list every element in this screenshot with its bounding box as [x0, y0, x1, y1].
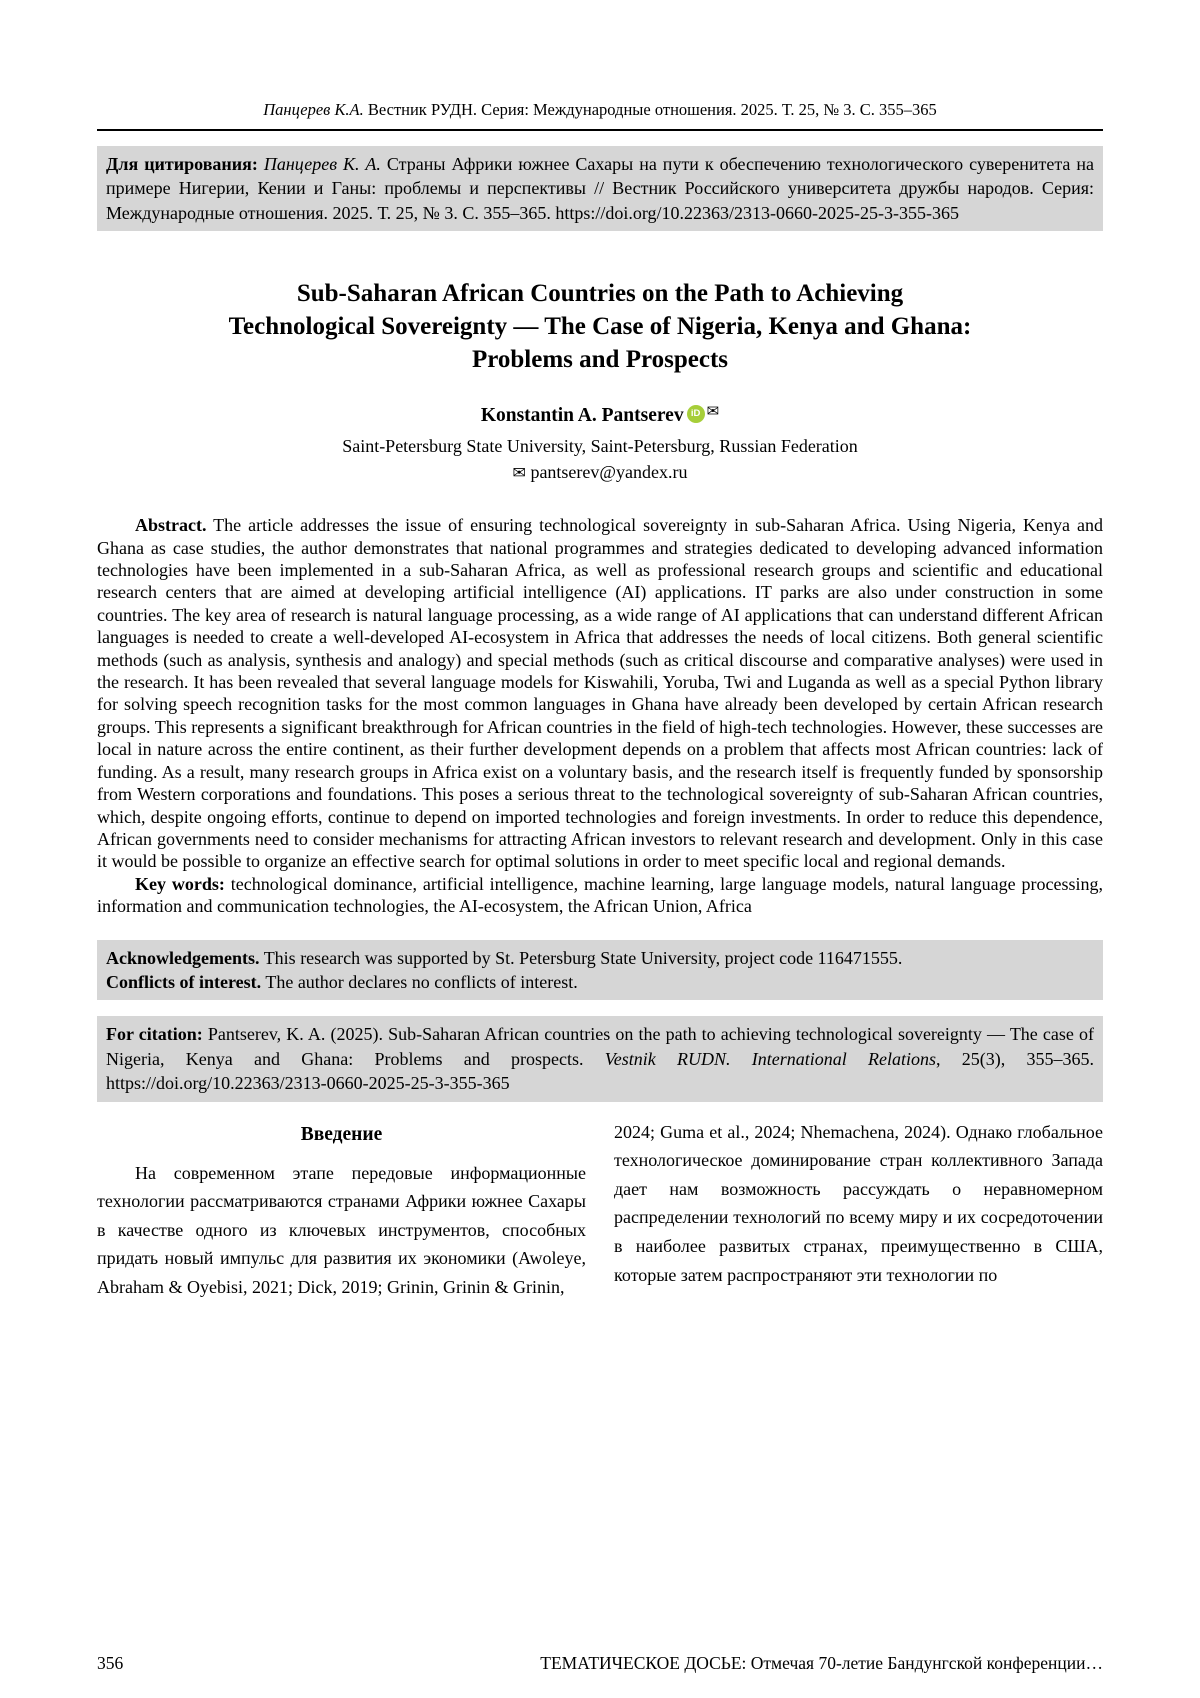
abstract-text: The article addresses the issue of ensuring technological sovereignty in sub-Saharan Africa. Using Nigeria, Kenya and Ghana as case studies, the author demonstrates that national programmes and strategies dedicated to developing advanced information technologies have been implemented in a sub-Saharan Africa, as well as professional research groups and scientific and educational research centers that are aimed at developing artificial intelligence (AI) applications. IT parks are also under construction in some countries. The key area of research is natural language processing, as a wide range of AI applications that can understand different African languages is needed to create a well-developed AI-ecosystem in Africa that addresses the needs of local citizens. Both general scientific methods (such as analysis, synthesis and analogy) and special methods (such as critical discourse and comparative analyses) were used in the research. It has been revealed that several language models for Kiswahili, Yoruba, Twi and Luganda as well as a special Python library for solving speech recognition tasks for the most common languages in Ghana have already been developed by certain African research groups. This represents a significant breakthrough for African countries in the field of high-tech technologies. However, these successes are local in nature across the entire continent, as their further development depends on a problem that affects most African countries: lack of funding. As a result, many research groups in Africa exist on a voluntary basis, and the research itself is frequently funded by sponsorship from Western corporations and foundations. This poses a serious threat to the technological sovereignty of sub-Saharan African countries, which, despite ongoing efforts, continue to depend on imported technologies and foreign investments. In order to reduce this dependence, African governments need to consider mechanisms for attracting African investors to relevant research and development. Only in this case it would be possible to organize an effective search for optimal solutions in order to meet specific local and regional demands.: [97, 515, 1103, 872]
citation-ru-block: [97, 146, 1103, 231]
left-column: [97, 1118, 586, 1302]
keywords-text: technological dominance, artificial intelligence, machine learning, large language models, natural language processing, information and communication technologies, the AI-ecosystem, the African Union, Africa: [97, 873, 1103, 917]
acknowledgements-label: Acknowledgements.: [106, 947, 260, 968]
citation-en-label: For citation:: [106, 1024, 203, 1045]
footer-dossier-title: ТЕМАТИЧЕСКОЕ ДОСЬЕ: Отмечая 70-летие Бандунгской конференции…: [540, 1653, 1103, 1673]
running-head: [97, 100, 1103, 131]
page-number: 356: [97, 1653, 124, 1673]
acknowledgements-block: [97, 940, 1103, 1001]
running-head-author: Панцерев К.А.: [263, 100, 364, 119]
article-title-line3: Problems and Prospects: [471, 346, 729, 374]
citation-ru-paragraph: [106, 152, 1094, 225]
citation-ru-text: Страны Африки южнее Сахары на пути к обеспечению технологического суверенитета на примере Нигерии, Кении и Ганы: проблемы и перспективы // Вестник Российского университета дружбы народов. Серия: Международные отношения. 2025. Т. 25, № 3. С. 355–365. https://doi.org/10.22363/2313-0660-2025-25-3-355-365: [106, 154, 1095, 223]
page-footer: [97, 1653, 1103, 1674]
author-name: Konstantin A. Pantserev: [480, 405, 684, 427]
author-line: [97, 402, 1103, 427]
conflicts-label: Conflicts of interest.: [106, 971, 262, 992]
keywords-label: Key words:: [135, 873, 225, 894]
envelope-small-icon: ✉: [512, 465, 526, 483]
introduction-section: [97, 1118, 1103, 1302]
citation-ru-label: Для цитирования:: [106, 154, 258, 174]
running-head-journal: Вестник РУДН. Серия: Международные отношения. 2025. Т. 25, № 3. С. 355–365: [367, 100, 937, 119]
envelope-icon[interactable]: ✉: [706, 404, 720, 421]
abstract-paragraph: [97, 514, 1103, 873]
right-column: [614, 1118, 1103, 1302]
citation-en-block: [97, 1016, 1103, 1101]
article-title: [97, 277, 1103, 376]
conflicts-text: The author declares no conflicts of interest.: [265, 971, 578, 992]
article-title-line2: Technological Sovereignty — The Case of Nigeria, Kenya and Ghana:: [228, 313, 972, 341]
intro-paragraph-right: 2024; Guma et al., 2024; Nhemachena, 2024). Однако глобальное технологическое доминирование стран коллективного Запада дает нам возможность рассуждать о неравномерном распределении технологий по всему миру и их сосредоточении в наиболее развитых странах, преимущественно в США, которые затем распространяют эти технологии по: [614, 1121, 1103, 1285]
author-email: pantserev@yandex.ru: [530, 462, 688, 483]
abstract-label: Abstract.: [135, 515, 207, 536]
citation-en-pages: , 25(3), 355–365. https://doi.org/10.22363/2313-0660-2025-25-3-355-365: [106, 1048, 1094, 1094]
intro-paragraph-left: На современном этапе передовые информационные технологии рассматриваются странами Африки южнее Сахары в качестве одного из ключевых инструментов, способных придать новый импульс для развития их экономики (Awoleye, Abraham & Oyebisi, 2021; Dick, 2019; Grinin, Grinin & Grinin,: [97, 1162, 586, 1297]
citation-en-paragraph: [106, 1022, 1094, 1095]
author-email-line: [97, 462, 1103, 483]
introduction-heading: Введение: [300, 1123, 383, 1145]
acknowledgements-paragraph: [106, 946, 1094, 970]
article-title-line1: Sub-Saharan African Countries on the Path to Achieving: [296, 280, 904, 308]
citation-en-text: Pantserev, K. A. (2025). Sub-Saharan African countries on the path to achieving technological sovereignty — The case of Nigeria, Kenya and Ghana: Problems and prospects.: [106, 1024, 1094, 1069]
acknowledgements-text: This research was supported by St. Petersburg State University, project code 116471555.: [263, 947, 903, 968]
keywords-paragraph: [97, 873, 1103, 918]
conflicts-paragraph: [106, 970, 1094, 994]
author-affiliation: Saint-Petersburg State University, Saint-Petersburg, Russian Federation: [342, 436, 858, 457]
citation-ru-author: Панцерев К. А.: [263, 154, 381, 174]
citation-en-journal: Vestnik RUDN. International Relations: [604, 1048, 936, 1069]
orcid-icon[interactable]: iD: [687, 405, 705, 423]
